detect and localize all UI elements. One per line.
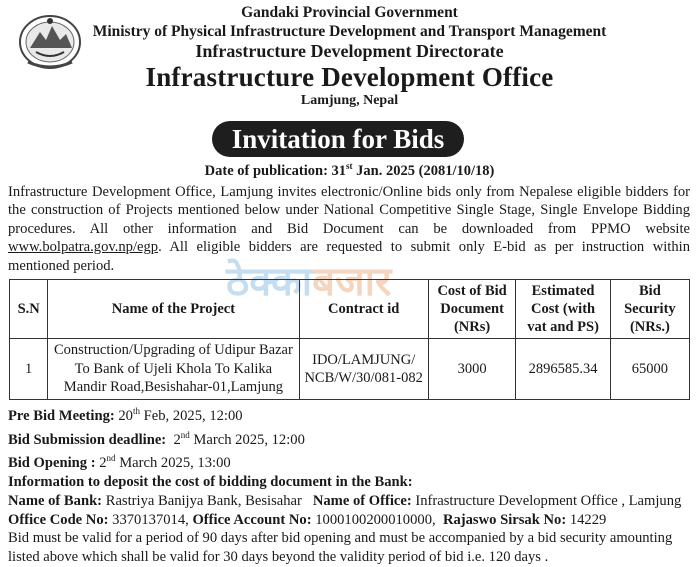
ppmo-website-link[interactable]: www.bolpatra.gov.np/egp	[8, 239, 159, 256]
government-name: Gandaki Provincial Government	[241, 4, 458, 21]
bid-opening: Bid Opening : 2nd March 2025, 13:00	[8, 453, 231, 472]
prebid-meeting: Pre Bid Meeting: 20th Feb, 2025, 12:00	[8, 406, 243, 424]
watermark-part2: बजार	[312, 259, 392, 305]
cell-cost: 3000	[428, 339, 516, 400]
header-sn: S.N	[10, 280, 48, 339]
office-name: Infrastructure Development Office	[145, 62, 554, 92]
header-estimated-cost: Estimated Cost (with vat and PS)	[516, 280, 610, 339]
ministry-name: Ministry of Physical Infrastructure Development and Transport Management	[92, 23, 607, 40]
cell-project-name: Construction/Upgrading of Udipur Bazar To Bank of Ujeli Khola To Kalika Mandir Road,Besishahar-01,Lamjung	[48, 339, 299, 400]
submission-deadline: Bid Submission deadline: 2nd March 2025, 12:00	[8, 429, 305, 448]
office-location: Lamjung, Nepal	[300, 93, 399, 108]
header-contract-id: Contract id	[299, 280, 428, 339]
cell-sn: 1	[10, 339, 48, 400]
directorate-name: Infrastructure Development Directorate	[195, 41, 504, 61]
deposit-heading: Information to deposit the cost of bidding document in the Bank:	[8, 473, 413, 490]
table-row	[10, 339, 690, 400]
bids-table	[9, 279, 690, 400]
header-cost: Cost of Bid Document (NRs)	[428, 280, 516, 339]
intro-paragraph: Infrastructure Development Office, Lamjung invites electronic/Online bids only from Nepalese eligible bidders for the construction of Projects mentioned below under National Competitive Single Stage, Single Envelope Bidding procedures. All other information and Bid Document can be downloaded from PPMO website www.bolpatra.gov.np/egp. All eligible bidders are requested to submit only E-bid as per instruction within mentioned period.	[8, 184, 690, 274]
cell-contract-id: IDO/LAMJUNG/ NCB/W/30/081-082	[299, 339, 428, 400]
cell-bid-security: 65000	[610, 339, 689, 400]
table-header-row	[10, 280, 690, 339]
bid-validity: Bid must be valid for a period of 90 days after bid opening and must be accompanied by a bid security amounting listed above which shall be valid for 30 days beyond the validity period of bid i.e. 120 days .	[8, 530, 673, 566]
bank-and-office: Name of Bank: Rastriya Banijya Bank, Besisahar Name of Office: Infrastructure Development Office , Lamjung	[8, 492, 682, 509]
office-codes: Office Code No: 3370137014, Office Account No: 1000100200010000, Rajaswo Sirsak No: 14229	[8, 511, 607, 528]
publication-date: Date of publication: 31st Jan. 2025 (2081/10/18)	[204, 161, 495, 179]
document-header	[0, 4, 699, 109]
watermark-part1: ठेक्का	[226, 259, 313, 305]
cell-estimated-cost: 2896585.34	[516, 339, 610, 400]
header-project-name: Name of the Project	[48, 280, 299, 339]
header-bid-security: Bid Security (NRs.)	[610, 280, 689, 339]
invitation-banner: Invitation for Bids	[212, 121, 464, 157]
bid-details	[8, 402, 693, 567]
